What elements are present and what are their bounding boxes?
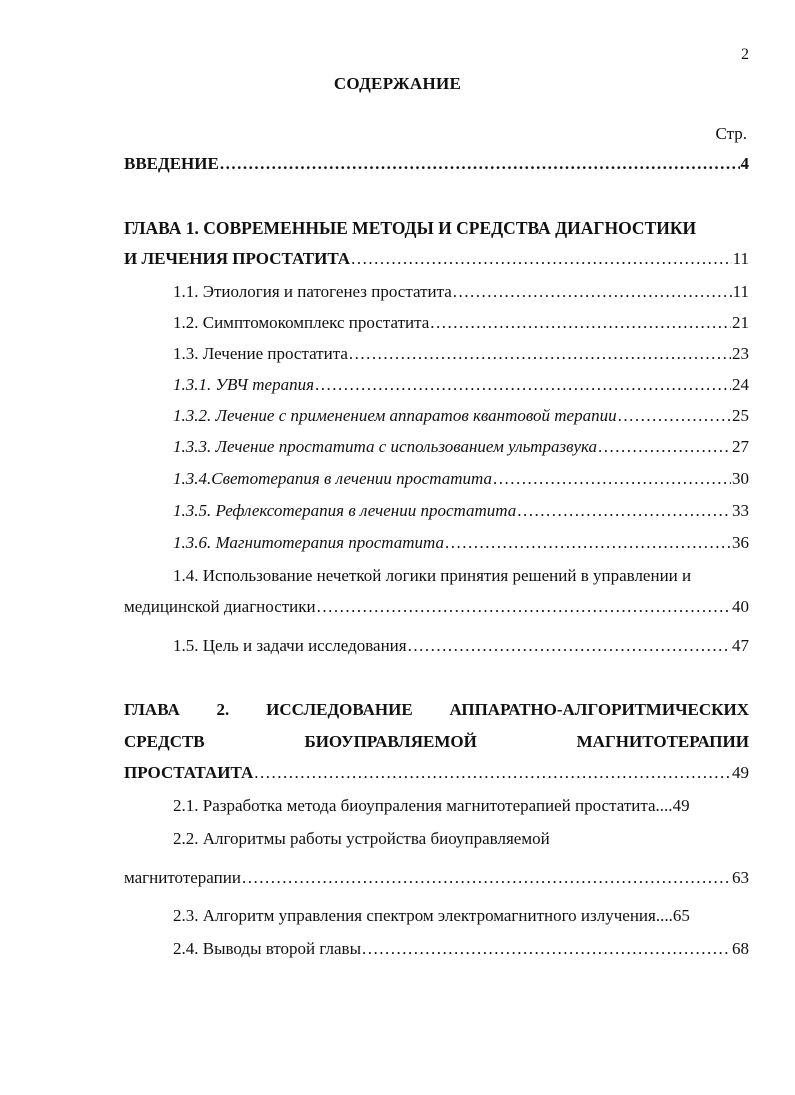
toc-entry-page: 11 — [732, 249, 749, 268]
toc-entry-text: 1.1. Этиология и патогенез простатита — [173, 282, 452, 301]
toc-entry-1-5 — [173, 636, 749, 660]
heading-word: ГЛАВА — [124, 700, 180, 719]
heading-word: СРЕДСТВ — [124, 732, 205, 751]
toc-entry-text: 1.3.6. Магнитотерапия простатита — [173, 533, 445, 552]
toc-entry-text: ВВЕДЕНИЕ — [124, 154, 219, 173]
leader-dots — [445, 533, 731, 553]
toc-entry-text: 1.3.3. Лечение простатита с использованием ультразвука — [173, 437, 598, 456]
toc-entry-text: И ЛЕЧЕНИЯ ПРОСТАТИТА — [124, 249, 351, 268]
toc-entry-page: 23 — [732, 344, 749, 363]
toc-entry-page: 65 — [672, 906, 690, 925]
toc-entry-page: 47 — [732, 636, 749, 655]
leader-dots — [430, 313, 731, 333]
chapter1-heading-line1: ГЛАВА 1. СОВРЕМЕННЫЕ МЕТОДЫ И СРЕДСТВА ДИАГНОСТИКИ — [124, 218, 697, 238]
toc-entry-1-2 — [173, 313, 749, 337]
toc-entry-page: 49 — [732, 763, 749, 782]
leader-dots — [351, 249, 732, 269]
toc-entry-page: 49 — [672, 796, 690, 815]
toc-entry-1-3-5 — [173, 501, 749, 525]
toc-entry-page: 25 — [732, 406, 749, 425]
toc-entry-1-3-2 — [173, 406, 749, 430]
toc-entry-1-3-1 — [173, 375, 749, 399]
toc-entry-page: 4 — [740, 154, 749, 173]
leader-dots — [493, 469, 731, 489]
toc-entry-page: 40 — [732, 597, 749, 616]
heading-word: АППАРАТНО-АЛГОРИТМИЧЕСКИХ — [449, 700, 749, 719]
toc-entry-page: 11 — [732, 282, 749, 301]
toc-entry-page: 68 — [732, 939, 749, 958]
leader-dots — [317, 597, 731, 617]
toc-entry-text: 1.3.1. УВЧ терапия — [173, 375, 314, 394]
toc-entry-page: 36 — [732, 533, 749, 552]
chapter2-heading-line1 — [124, 700, 749, 720]
toc-entry-1-4 — [124, 597, 749, 621]
leader-dots — [362, 939, 731, 959]
toc-entry-text: 2.3. Алгоритм управления спектром электромагнитного излучения.... — [173, 906, 673, 925]
toc-entry-text: магнитотерапии — [124, 868, 241, 887]
leader-dots — [220, 154, 740, 174]
leader-dots — [242, 868, 731, 888]
toc-entry-text: 1.3.2. Лечение с применением аппаратов квантовой терапии — [173, 406, 617, 425]
heading-word: БИОУПРАВЛЯЕМОЙ — [304, 732, 477, 751]
toc-entry-text: 1.2. Симптомокомплекс простатита — [173, 313, 430, 332]
toc-entry-text: 2.4. Выводы второй главы — [173, 939, 361, 958]
toc-entry-2-1 — [173, 796, 749, 820]
toc-entry-text: медицинской диагностики — [124, 597, 316, 616]
toc-entry-2-2-line1: 2.2. Алгоритмы работы устройства биоуправляемой — [173, 829, 550, 848]
heading-word: МАГНИТОТЕРАПИИ — [576, 732, 749, 751]
page-number: 2 — [741, 46, 749, 63]
toc-entry-page: 21 — [732, 313, 749, 332]
toc-entry-1-3 — [173, 344, 749, 368]
toc-entry-1-3-4 — [173, 469, 749, 493]
toc-entry-text: 1.3.4.Светотерапия в лечении простатита — [173, 469, 492, 488]
leader-dots — [408, 636, 731, 656]
page-column-label: Стр. — [715, 124, 747, 143]
toc-entry-1-3-3 — [173, 437, 749, 461]
toc-entry-page: 63 — [732, 868, 749, 887]
leader-dots — [453, 282, 732, 302]
toc-entry-page: 33 — [732, 501, 749, 520]
toc-entry-page: 30 — [732, 469, 749, 488]
heading-word: 2. — [216, 700, 230, 719]
leader-dots — [517, 501, 731, 521]
leader-dots — [598, 437, 731, 457]
toc-entry-text: 1.5. Цель и задачи исследования — [173, 636, 407, 655]
toc-entry-page: 24 — [732, 375, 749, 394]
leader-dots — [349, 344, 731, 364]
toc-entry-text: 1.3. Лечение простатита — [173, 344, 348, 363]
toc-entry-intro — [124, 154, 749, 178]
toc-entry-1-1 — [173, 282, 749, 306]
toc-entry-chapter2 — [124, 763, 749, 787]
page-title: СОДЕРЖАНИЕ — [333, 74, 462, 93]
toc-entry-chapter1 — [124, 249, 749, 273]
toc-entry-text: 2.1. Разработка метода биоупраления магнитотерапией простатита.... — [173, 796, 673, 815]
toc-entry-1-4-line1: 1.4. Использование нечеткой логики принятия решений в управлении и — [173, 566, 692, 585]
toc-entry-2-3 — [173, 906, 749, 930]
heading-word: ИССЛЕДОВАНИЕ — [266, 700, 413, 719]
toc-entry-2-4 — [173, 939, 749, 963]
toc-entry-1-3-6 — [173, 533, 749, 557]
toc-entry-page: 27 — [732, 437, 749, 456]
toc-entry-text: 1.3.5. Рефлексотерапия в лечении простатита — [173, 501, 517, 520]
leader-dots — [618, 406, 731, 426]
leader-dots — [254, 763, 731, 783]
toc-entry-text: ПРОСТАТАИТА — [124, 763, 254, 782]
chapter2-heading-line2 — [124, 732, 749, 752]
toc-entry-2-2 — [124, 868, 749, 892]
leader-dots — [315, 375, 731, 395]
